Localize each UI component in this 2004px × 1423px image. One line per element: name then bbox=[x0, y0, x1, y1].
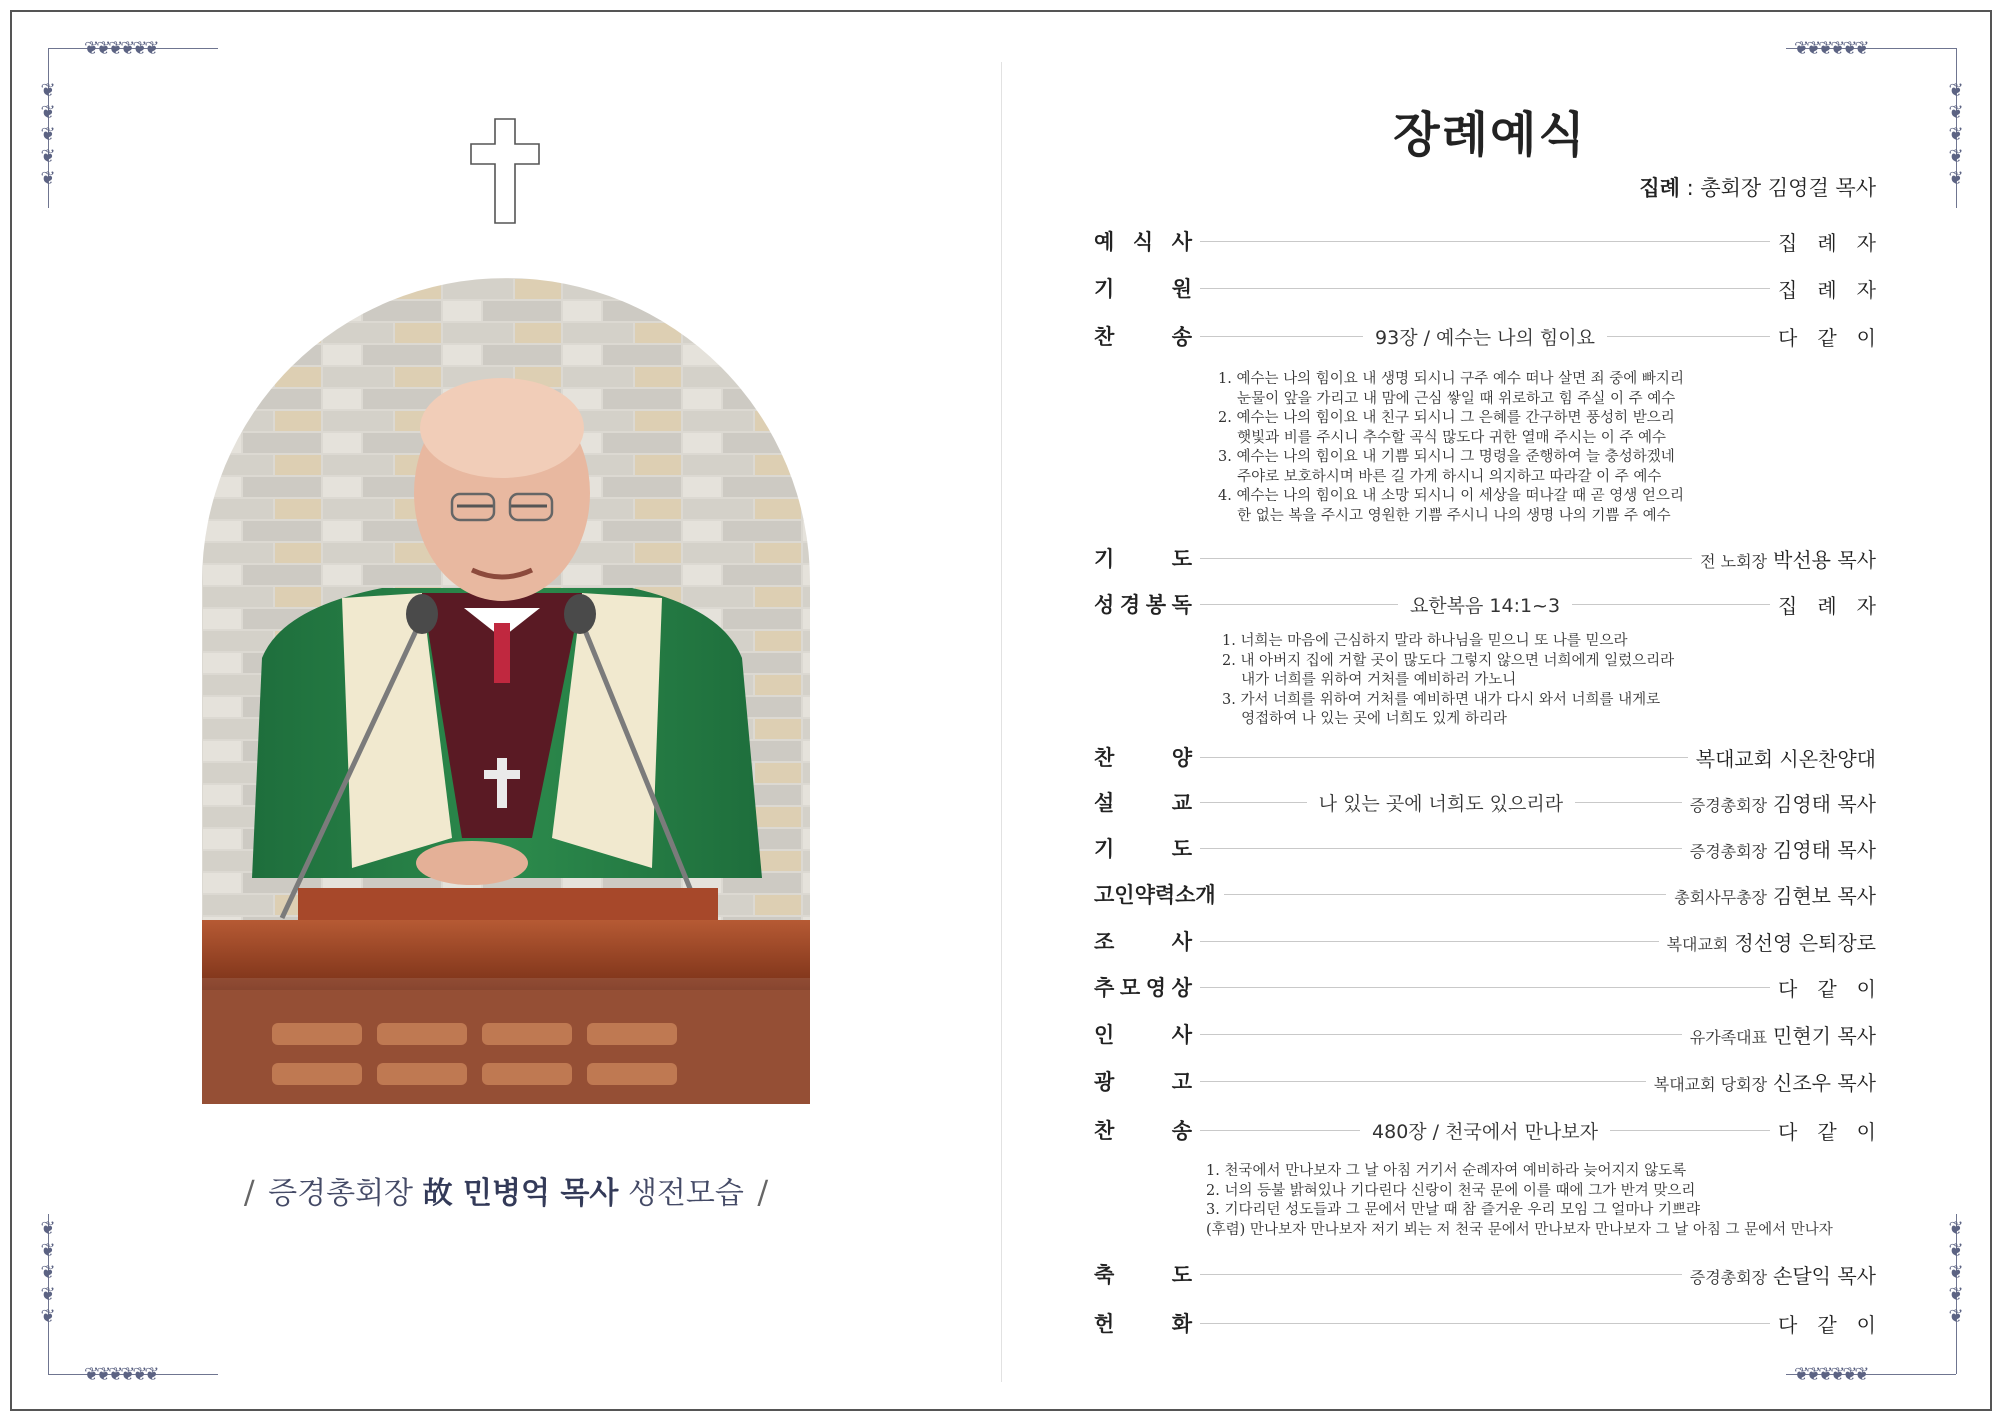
verse-line: 내가 너희를 위하여 거처를 예비하러 가노니 bbox=[1222, 672, 1517, 688]
order-person-name: 다 같 이 bbox=[1778, 1119, 1876, 1144]
order-label: 찬 송 bbox=[1094, 325, 1192, 349]
order-label: 찬 송 bbox=[1094, 1119, 1192, 1143]
cross-icon bbox=[470, 118, 540, 224]
leader-line bbox=[1575, 802, 1682, 803]
leaf-icon: ❦ bbox=[40, 1306, 56, 1327]
officiant-sep: : bbox=[1679, 176, 1701, 200]
verse-line: 1. 천국에서 만나보자 그 날 아침 거기서 순례자여 예비하라 늦어지지 않도록 bbox=[1206, 1163, 1687, 1179]
order-row bbox=[1094, 786, 1876, 818]
order-person-title: 총회사무총장 bbox=[1674, 887, 1768, 907]
order-person bbox=[1674, 880, 1876, 909]
order-label: 인 사 bbox=[1094, 1023, 1192, 1047]
order-detail: 요한복음 14:1~3 bbox=[1409, 594, 1561, 617]
verse-line: 눈물이 앞을 가리고 내 맘에 근심 쌓일 때 위로하고 힘 주실 이 주 예수 bbox=[1218, 390, 1676, 407]
leaf-icon: ❦ bbox=[1948, 124, 1964, 145]
order-label: 고인약력소개 bbox=[1094, 883, 1216, 907]
order-person bbox=[1778, 1309, 1876, 1338]
leaf-icon: ❦ bbox=[40, 102, 56, 123]
caption-name: 故 민병억 목사 bbox=[422, 1176, 619, 1211]
leaf-garland-top-right: ❦❦❦❦❦❦ bbox=[1794, 38, 1867, 59]
verse-line: 3. 가서 너희를 위하여 거처를 예비하면 내가 다시 와서 너희를 내게로 bbox=[1222, 691, 1661, 708]
verse-line: 1. 예수는 나의 힘이요 내 생명 되시니 구주 예수 떠나 살면 죄 중에 빠지리 bbox=[1218, 371, 1684, 387]
order-row bbox=[1094, 542, 1876, 574]
order-person-name: 정선영 은퇴장로 bbox=[1734, 930, 1876, 955]
leader-line bbox=[1607, 336, 1770, 337]
order-label: 성 경 봉 독 bbox=[1094, 593, 1192, 617]
verse-line: (후렴) 만나보자 만나보자 저기 뵈는 저 천국 문에서 만나보자 만나보자 그 날 아침 그 문에서 만나자 bbox=[1206, 1221, 1833, 1238]
leaf-icon: ❦ bbox=[1948, 146, 1964, 167]
leaf-icon: ❦ bbox=[1948, 1284, 1964, 1305]
verse-line: 2. 너의 등불 밝혀있나 기다린다 신랑이 천국 문에 이를 때에 그가 반겨 맞으리 bbox=[1206, 1182, 1696, 1199]
order-person-name: 집 례 자 bbox=[1778, 277, 1876, 302]
order-person-title: 복대교회 bbox=[1666, 934, 1729, 954]
leader-line bbox=[1200, 1130, 1360, 1131]
order-label: 헌 화 bbox=[1094, 1312, 1192, 1336]
leader-line bbox=[1200, 848, 1682, 849]
leader-line bbox=[1610, 1130, 1770, 1131]
leaf-garland-right-top bbox=[1946, 82, 1966, 192]
leader-line bbox=[1200, 1081, 1646, 1082]
order-person-name: 신조우 목사 bbox=[1773, 1070, 1876, 1095]
order-person bbox=[1690, 788, 1876, 817]
order-person bbox=[1690, 1020, 1876, 1049]
verse-line: 2. 내 아버지 집에 거할 곳이 많도다 그렇지 않으면 너희에게 일렀으리라 bbox=[1222, 652, 1675, 669]
order-row bbox=[1094, 1307, 1876, 1339]
order-label: 설 교 bbox=[1094, 791, 1192, 815]
order-person-title: 증경총회장 bbox=[1689, 795, 1768, 815]
leaf-icon: ❦ bbox=[1948, 168, 1964, 189]
leader-line bbox=[1200, 558, 1692, 559]
leader-line bbox=[1200, 987, 1770, 988]
leaf-icon: ❦ bbox=[1948, 80, 1964, 101]
order-label: 예 식 사 bbox=[1094, 230, 1192, 254]
caption-slash-left: / bbox=[243, 1173, 255, 1211]
leaf-garland-bottom-right: ❦❦❦❦❦❦ bbox=[1794, 1364, 1867, 1385]
order-person bbox=[1654, 1067, 1876, 1096]
order-label: 기 도 bbox=[1094, 547, 1192, 571]
order-person bbox=[1690, 834, 1876, 863]
verse-line: 한 없는 복을 주시고 영원한 기쁨 주시니 나의 생명 나의 기쁨 주 예수 bbox=[1218, 507, 1671, 524]
order-person bbox=[1667, 927, 1876, 956]
order-person bbox=[1778, 274, 1876, 303]
order-person-name: 다 같 이 bbox=[1778, 1312, 1876, 1337]
order-person-name: 집 례 자 bbox=[1778, 593, 1876, 618]
order-row bbox=[1094, 1018, 1876, 1050]
scripture-text bbox=[1222, 632, 1674, 730]
leaf-icon: ❦ bbox=[40, 1262, 56, 1283]
order-detail: 93장 / 예수는 나의 힘이요 bbox=[1375, 326, 1595, 349]
order-person bbox=[1778, 227, 1876, 256]
order-row bbox=[1094, 1065, 1876, 1097]
leader-line bbox=[1200, 1034, 1682, 1035]
leaf-icon: ❦ bbox=[1948, 1306, 1964, 1327]
order-person-name: 김영태 목사 bbox=[1773, 837, 1876, 862]
hymn-93-lyrics bbox=[1218, 370, 1684, 526]
leaf-icon: ❦ bbox=[40, 168, 56, 189]
order-person-title: 증경총회장 bbox=[1689, 1267, 1768, 1287]
order-label: 추 모 영 상 bbox=[1094, 976, 1192, 1000]
hymn-480-lyrics bbox=[1206, 1162, 1833, 1240]
page-title: 장례예식 bbox=[1393, 107, 1587, 163]
leaf-icon: ❦ bbox=[1948, 1262, 1964, 1283]
order-row bbox=[1094, 225, 1876, 257]
order-person bbox=[1778, 590, 1876, 619]
order-detail: 480장 / 천국에서 만나보자 bbox=[1372, 1120, 1598, 1143]
leaf-icon: ❦ bbox=[1948, 1240, 1964, 1261]
leaf-icon: ❦ bbox=[40, 146, 56, 167]
leader-line bbox=[1200, 241, 1770, 242]
order-row bbox=[1094, 971, 1876, 1003]
order-label: 기 원 bbox=[1094, 277, 1192, 301]
verse-line: 3. 기다리던 성도들과 그 문에서 만날 때 참 즐거운 우리 모임 그 얼마나 기쁘랴 bbox=[1206, 1202, 1700, 1218]
caption-suffix: 생전모습 bbox=[627, 1176, 744, 1211]
verse-line: 햇빛과 비를 주시니 추수할 곡식 많도다 귀한 열매 주시는 이 주 예수 bbox=[1218, 429, 1666, 446]
order-person-name: 복대교회 시온찬양대 bbox=[1695, 746, 1876, 771]
leaf-icon: ❦ bbox=[1948, 102, 1964, 123]
verse-line: 2. 예수는 나의 힘이요 내 친구 되시니 그 은혜를 간구하면 풍성히 받으리 bbox=[1218, 410, 1675, 426]
order-row bbox=[1094, 832, 1876, 864]
leader-line bbox=[1200, 802, 1307, 803]
order-person-name: 김영태 목사 bbox=[1773, 791, 1877, 816]
leader-line bbox=[1200, 604, 1398, 605]
leaf-icon: ❦ bbox=[40, 80, 56, 101]
order-person bbox=[1700, 544, 1876, 573]
leaf-garland-left-bottom bbox=[38, 1220, 58, 1330]
order-person-title: 복대교회 당회장 bbox=[1653, 1074, 1768, 1094]
order-row bbox=[1094, 1114, 1876, 1146]
officiant-label: 집례 bbox=[1639, 176, 1680, 200]
leader-line bbox=[1572, 604, 1770, 605]
order-row bbox=[1094, 925, 1876, 957]
order-person bbox=[1778, 973, 1876, 1002]
order-person bbox=[1778, 322, 1876, 351]
order-row bbox=[1094, 588, 1876, 620]
verse-line: 영접하여 나 있는 곳에 너희도 있게 하리라 bbox=[1222, 711, 1507, 727]
leaf-garland-right-bottom bbox=[1946, 1220, 1966, 1330]
order-label: 광 고 bbox=[1094, 1070, 1192, 1094]
leaf-icon: ❦ bbox=[40, 124, 56, 145]
order-label: 찬 양 bbox=[1094, 746, 1192, 770]
order-person-title: 전 노회장 bbox=[1700, 551, 1768, 571]
order-person bbox=[1690, 1260, 1876, 1289]
order-row bbox=[1094, 320, 1876, 352]
memorial-photo bbox=[202, 278, 810, 1104]
order-person-name: 다 같 이 bbox=[1778, 325, 1876, 350]
order-person-name: 민현기 목사 bbox=[1773, 1023, 1876, 1048]
page-spine bbox=[1001, 62, 1002, 1382]
order-person-name: 박선용 목사 bbox=[1773, 547, 1876, 572]
caption-slash-right: / bbox=[757, 1173, 769, 1211]
leaf-icon: ❦ bbox=[40, 1284, 56, 1305]
order-label: 조 사 bbox=[1094, 930, 1192, 954]
leader-line bbox=[1200, 757, 1688, 758]
order-label: 기 도 bbox=[1094, 837, 1192, 861]
order-person bbox=[1696, 743, 1876, 772]
order-person-title: 증경총회장 bbox=[1689, 841, 1768, 861]
order-person-name: 손달익 목사 bbox=[1773, 1263, 1876, 1288]
leaf-garland-left-top bbox=[38, 82, 58, 192]
leaf-garland-bottom-left: ❦❦❦❦❦❦ bbox=[84, 1364, 157, 1385]
order-person-title: 유가족대표 bbox=[1689, 1027, 1768, 1047]
leaf-icon: ❦ bbox=[1948, 1218, 1964, 1239]
verse-line: 4. 예수는 나의 힘이요 내 소망 되시니 이 세상을 떠나갈 때 곧 영생 얻으리 bbox=[1218, 488, 1684, 504]
order-person-name: 김현보 목사 bbox=[1773, 883, 1876, 908]
order-person-name: 다 같 이 bbox=[1778, 976, 1876, 1001]
order-person-name: 집 례 자 bbox=[1778, 230, 1876, 255]
order-detail: 나 있는 곳에 너희도 있으리라 bbox=[1318, 792, 1564, 815]
photo-caption bbox=[200, 1168, 812, 1212]
order-label: 축 도 bbox=[1094, 1263, 1192, 1287]
leader-line bbox=[1224, 894, 1667, 895]
leaf-garland-top-left: ❦❦❦❦❦❦ bbox=[84, 38, 157, 59]
leader-line bbox=[1200, 941, 1659, 942]
leaf-icon: ❦ bbox=[40, 1240, 56, 1261]
leader-line bbox=[1200, 1274, 1682, 1275]
caption-prefix: 증경총회장 bbox=[268, 1176, 414, 1211]
leader-line bbox=[1200, 288, 1770, 289]
order-row bbox=[1094, 741, 1876, 773]
leader-line bbox=[1200, 336, 1363, 337]
order-row bbox=[1094, 1258, 1876, 1290]
order-row bbox=[1094, 878, 1876, 910]
verse-line: 1. 너희는 마음에 근심하지 말라 하나님을 믿으니 또 나를 믿으라 bbox=[1222, 633, 1628, 649]
leaf-icon: ❦ bbox=[40, 1218, 56, 1239]
order-row bbox=[1094, 272, 1876, 304]
verse-line: 3. 예수는 나의 힘이요 내 기쁨 되시니 그 명령을 준행하여 늘 충성하겠네 bbox=[1218, 449, 1675, 465]
order-person bbox=[1778, 1116, 1876, 1145]
verse-line: 주야로 보호하시며 바른 길 가게 하시니 의지하고 따라갈 이 주 예수 bbox=[1218, 468, 1662, 485]
officiant-line bbox=[1639, 172, 1876, 202]
officiant-value: 총회장 김영걸 목사 bbox=[1700, 176, 1876, 200]
leader-line bbox=[1200, 1323, 1770, 1324]
